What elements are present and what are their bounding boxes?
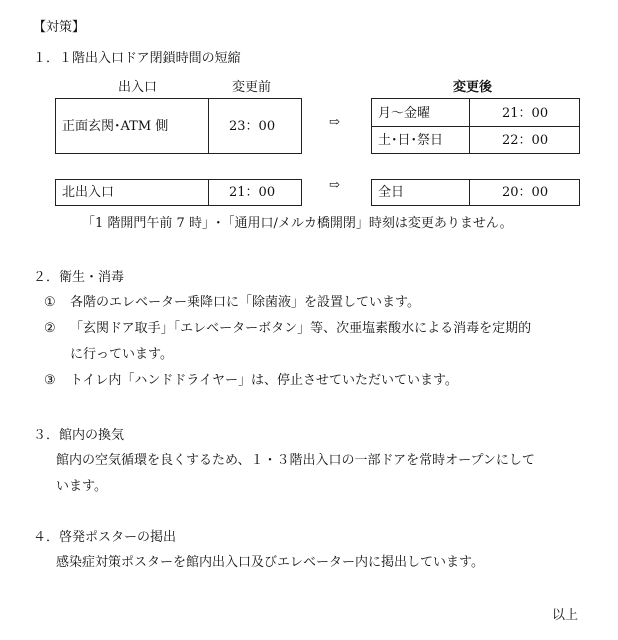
table-divider (208, 180, 209, 205)
after-time-cell: 20：00 (502, 185, 549, 200)
item-text-continued: に行っています。 (70, 347, 173, 362)
section3-title: ３．館内の換気 (33, 428, 125, 443)
section4-text: 感染症対策ポスターを館内出入口及びエレベーター内に掲出しています。 (56, 555, 484, 570)
after-day-cell: 土･日･祭日 (378, 133, 444, 148)
before-time-cell: 21：00 (229, 185, 276, 200)
item-text: トイレ内「ハンドドライヤー」は、停止させていただいています。 (70, 373, 458, 388)
table-divider (372, 126, 579, 127)
section1-title: １．１階出入口ドア閉鎖時間の短縮 (33, 51, 241, 66)
arrow-icon: ⇨ (329, 178, 340, 193)
item-text: 「玄関ドア取手」「エレベーターボタン」等、次亜塩素酸水による消毒を定期的 (70, 321, 532, 336)
after-time-cell: 21：00 (502, 106, 549, 121)
section3-text: 館内の空気循環を良くするため、１・３階出入口の一部ドアを常時オープンにして (56, 453, 535, 468)
entrance-cell: 北出入口 (62, 185, 115, 200)
before-table-row-2 (55, 179, 302, 206)
col-entrance-header: 出入口 (118, 80, 158, 95)
table-divider (208, 99, 209, 153)
item-number: ① (44, 295, 56, 310)
after-day-cell: 全日 (378, 185, 405, 200)
heading: 【対策】 (33, 20, 86, 35)
after-table-row-1 (371, 98, 580, 154)
section1-note: 「1 階開門午前 7 時」･「通用口/メルカ橋開閉」時刻は変更ありません。 (82, 216, 513, 231)
before-time-cell: 23：00 (229, 119, 276, 134)
after-day-cell: 月～金曜 (378, 106, 431, 121)
col-after-header: 変更後 (453, 80, 493, 95)
table-divider (469, 180, 470, 205)
section4-title: ４．啓発ポスターの掲出 (33, 530, 177, 545)
col-before-header: 変更前 (232, 80, 272, 95)
entrance-cell: 正面玄関･ATM 側 (62, 119, 169, 134)
arrow-icon: ⇨ (329, 115, 340, 130)
after-table-row-2 (371, 179, 580, 206)
section3-text-continued: います。 (56, 479, 107, 494)
section2-title: ２．衛生・消毒 (33, 270, 125, 285)
before-table-row-1 (55, 98, 302, 154)
item-number: ② (44, 321, 56, 336)
item-number: ③ (44, 373, 56, 388)
item-text: 各階のエレベーター乗降口に「除菌液」を設置しています。 (70, 295, 420, 310)
closing: 以上 (552, 608, 579, 623)
after-time-cell: 22：00 (502, 133, 549, 148)
